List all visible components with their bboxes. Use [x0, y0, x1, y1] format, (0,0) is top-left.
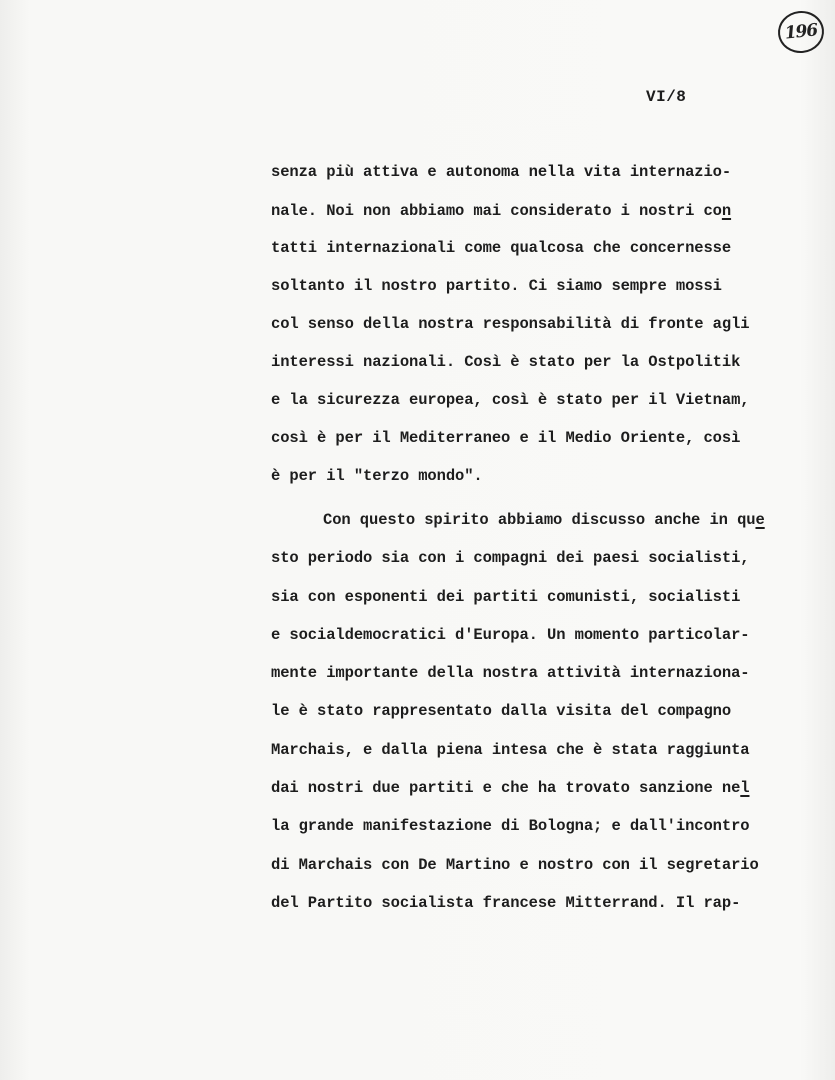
text-line: [271, 353, 740, 371]
archive-stamp: [776, 9, 826, 56]
page-number: VI/8: [646, 88, 687, 106]
text-line: [271, 626, 749, 644]
text-line: [271, 467, 483, 485]
text-line-segment: senza più attiva e autonoma nella vita internazio-: [271, 163, 732, 181]
underlined-hyphenation-letter: n: [721, 202, 732, 220]
text-line-segment: Con questo spirito abbiamo discusso anche in qu: [323, 511, 756, 529]
text-line-segment: Marchais, e dalla piena intesa che è stata raggiunta: [271, 741, 750, 759]
text-line-segment: è per il "terzo mondo".: [271, 467, 483, 485]
underlined-hyphenation-letter: e: [755, 511, 765, 529]
text-line-segment: così è per il Mediterraneo e il Medio Oriente, così: [271, 429, 741, 447]
text-line-segment: tatti internazionali come qualcosa che concernesse: [271, 239, 732, 257]
text-line: [271, 429, 740, 447]
text-line-segment: la grande manifestazione di Bologna; e dall'incontro: [271, 817, 750, 835]
archive-stamp-number: 196: [783, 20, 819, 44]
text-line-segment: sia con esponenti dei partiti comunisti, socialisti: [271, 588, 741, 606]
text-line: [271, 664, 749, 682]
text-line-segment: sto periodo sia con i compagni dei paesi socialisti,: [271, 549, 750, 567]
text-line: [271, 856, 759, 874]
text-line: [271, 702, 731, 720]
text-line-segment: dai nostri due partiti e che ha trovato sanzione ne: [271, 779, 741, 797]
text-line: [271, 202, 731, 220]
text-line: [271, 779, 749, 797]
text-line: [271, 277, 722, 295]
text-line-segment: del Partito socialista francese Mitterrand. Il rap-: [271, 894, 741, 912]
text-line: [271, 391, 749, 409]
text-line: [271, 549, 749, 567]
text-line: [271, 894, 740, 912]
text-line: [271, 817, 749, 835]
text-line: [271, 239, 731, 257]
text-line: [271, 315, 749, 333]
text-line-segment: e la sicurezza europea, così è stato per il Vietnam,: [271, 391, 750, 409]
text-line-segment: interessi nazionali. Così è stato per la Ostpolitik: [271, 353, 741, 371]
text-line: [323, 511, 765, 529]
text-line: [271, 588, 740, 606]
underlined-hyphenation-letter: l: [740, 779, 750, 797]
text-line: [271, 163, 731, 181]
text-line-segment: nale. Noi non abbiamo mai considerato i nostri co: [271, 202, 722, 220]
text-line-segment: mente importante della nostra attività internaziona-: [271, 664, 750, 682]
text-line-segment: col senso della nostra responsabilità di fronte agli: [271, 315, 750, 333]
text-line-segment: le è stato rappresentato dalla visita del compagno: [271, 702, 732, 720]
text-line-segment: e socialdemocratici d'Europa. Un momento particolar-: [271, 626, 750, 644]
text-line-segment: di Marchais con De Martino e nostro con il segretario: [271, 856, 759, 874]
text-line: [271, 741, 749, 759]
blank-bottom-margin: [0, 960, 835, 1080]
text-line-segment: soltanto il nostro partito. Ci siamo sempre mossi: [271, 277, 722, 295]
